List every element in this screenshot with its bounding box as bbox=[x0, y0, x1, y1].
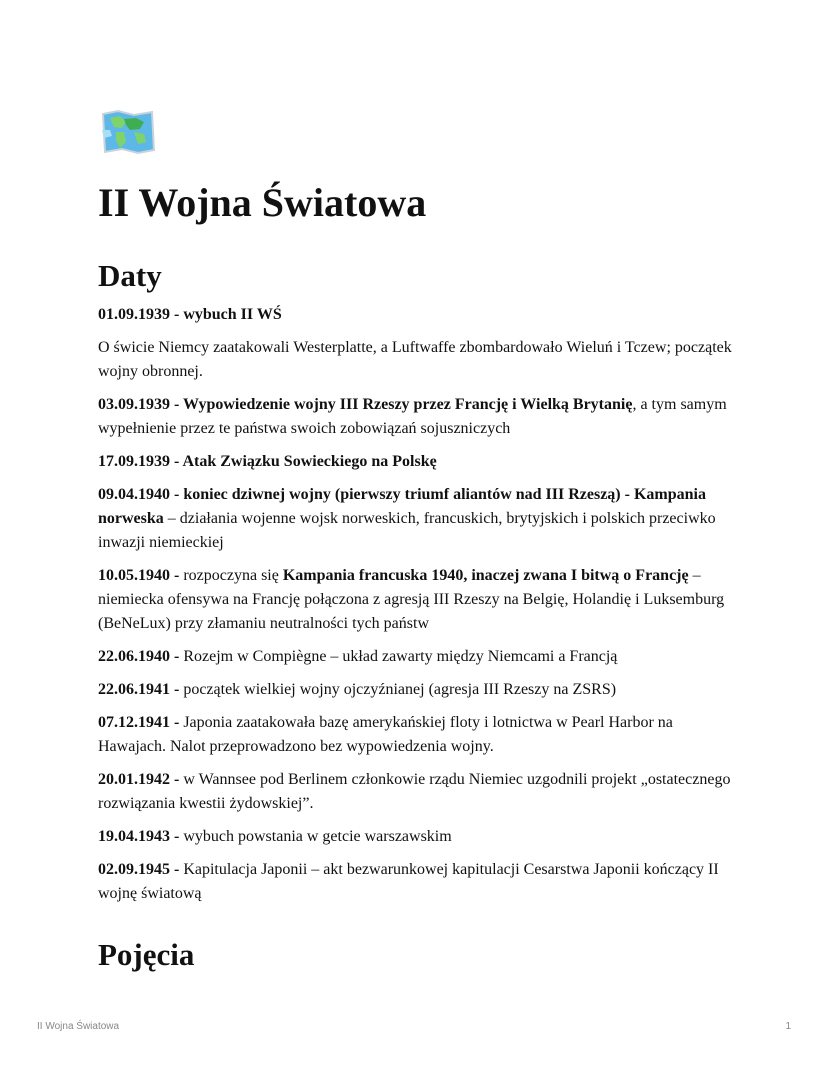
body-text: w Wannsee pod Berlinem członkowie rządu Niemiec uzgodnili projekt „ostatecznego rozwiązania kwestii żydowskiej”. bbox=[98, 771, 731, 812]
body-text: wybuch powstania w getcie warszawskim bbox=[183, 828, 452, 845]
bold-text: 20.01.1942 - bbox=[98, 771, 184, 788]
body-text: Rozejm w Compiègne – układ zawarty między Niemcami a Francją bbox=[183, 648, 618, 665]
body-text: początek wielkiej wojny ojczyźnianej (agresja III Rzeszy na ZSRS) bbox=[183, 681, 617, 698]
bold-text: 03.09.1939 - Wypowiedzenie wojny III Rzeszy przez Francję i Wielką Brytanię bbox=[98, 396, 633, 413]
timeline-entry bbox=[98, 564, 734, 636]
bold-text: 09.04.1940 - koniec dziwnej wojny (pierwszy triumf aliantów nad III Rzeszą) - Kampania norweska bbox=[98, 486, 706, 527]
bold-text: 17.09.1939 - Atak Związku Sowieckiego na Polskę bbox=[98, 453, 437, 470]
page-title: II Wojna Światowa bbox=[98, 180, 427, 225]
body-text: Kapitulacja Japonii – akt bezwarunkowej kapitulacji Cesarstwa Japonii kończący II wojnę światową bbox=[98, 861, 719, 902]
body-text: – działania wojenne wojsk norweskich, francuskich, brytyjskich i polskich przeciwko inwazji niemieckiej bbox=[98, 510, 716, 551]
timeline-entry bbox=[98, 825, 734, 849]
body-text: Japonia zaatakowała bazę amerykańskiej floty i lotnictwa w Pearl Harbor na Hawajach. Nalot przeprowadzono bez wypowiedzenia wojny. bbox=[98, 714, 673, 755]
body-text: – niemiecka ofensywa na Francję połączona z agresją III Rzeszy na Belgię, Holandię i Luksemburg (BeNeLux) przy złamaniu neutralności tych państw bbox=[98, 567, 725, 632]
document-body bbox=[98, 257, 734, 974]
section-heading: Pojęcia bbox=[98, 937, 195, 972]
world-map-icon bbox=[100, 110, 156, 154]
bold-text: 02.09.1945 - bbox=[98, 861, 184, 878]
bold-text: 19.04.1943 - bbox=[98, 828, 184, 845]
document-page bbox=[98, 110, 734, 982]
timeline-entry bbox=[98, 393, 734, 441]
timeline-entry bbox=[98, 858, 734, 906]
timeline-entry bbox=[98, 303, 734, 327]
timeline-entry bbox=[98, 483, 734, 555]
timeline-entry bbox=[98, 336, 734, 384]
timeline-entry bbox=[98, 645, 734, 669]
body-text: , a tym samym wypełnienie przez te państwa swoich zobowiązań sojuszniczych bbox=[98, 396, 727, 437]
body-text: O świcie Niemcy zaatakowali Westerplatte, a Luftwaffe zbombardowało Wieluń i Tczew; początek wojny obronnej. bbox=[98, 339, 732, 380]
timeline-entry bbox=[98, 768, 734, 816]
timeline-entry bbox=[98, 450, 734, 474]
bold-text: Kampania francuska 1940, inaczej zwana I bitwą o Francję bbox=[282, 567, 689, 584]
section-heading: Daty bbox=[98, 258, 162, 293]
bold-text: 22.06.1940 - bbox=[98, 648, 184, 665]
bold-text: 22.06.1941 - bbox=[98, 681, 184, 698]
bold-text: 10.05.1940 - bbox=[98, 567, 184, 584]
footer-page-number: 1 bbox=[785, 1021, 791, 1032]
timeline-entry bbox=[98, 678, 734, 702]
bold-text: 07.12.1941 - bbox=[98, 714, 184, 731]
bold-text: 01.09.1939 - wybuch II WŚ bbox=[98, 306, 282, 323]
body-text: rozpoczyna się bbox=[183, 567, 283, 584]
timeline-entry bbox=[98, 711, 734, 759]
footer-title: II Wojna Światowa bbox=[37, 1021, 120, 1032]
